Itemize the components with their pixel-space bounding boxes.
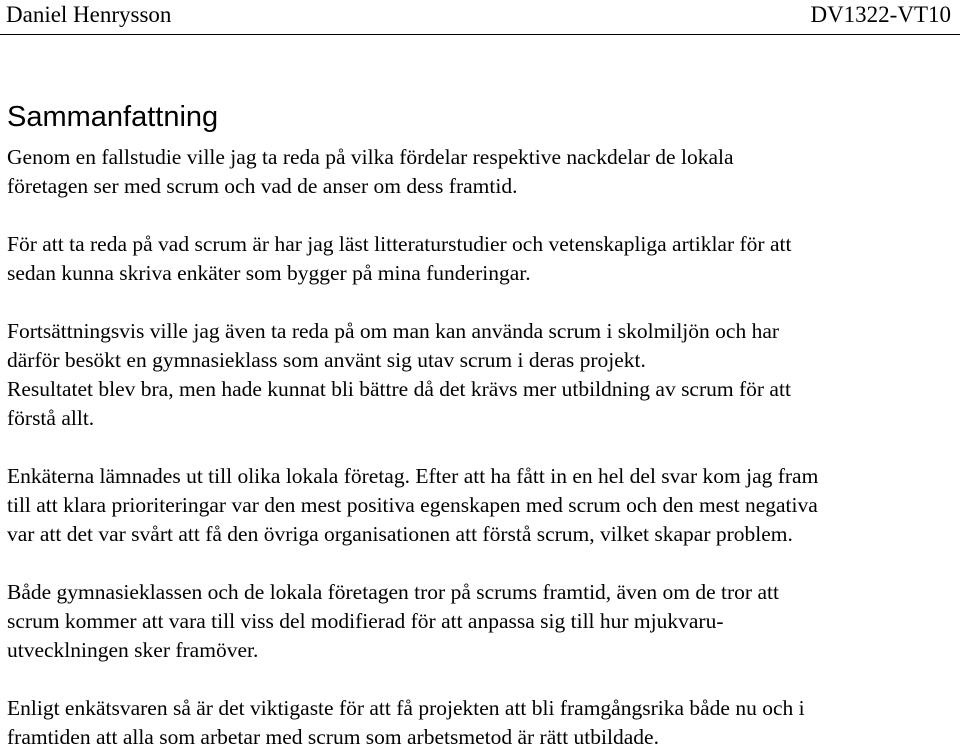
paragraph-survey: Enkäterna lämnades ut till olika lokala företag. Efter att ha fått in en hel del svar kom jag fram till att klara prioriteringar var den mest positiva egenskapen med scrum och den mest negativa var att det var svårt att få den övriga organisationen att förstå scrum, vilket skapar problem. [7,464,819,546]
author-name: Daniel Henrysson [6,2,172,27]
section-title: Sammanfattning [7,101,219,133]
paragraph-conclusion: Enligt enkätsvaren så är det viktigaste för att få projekten att bli framgångsrika både nu och i framtiden att alla som arbetar med scrum som arbetsmetod är rätt utbildade. [7,696,805,749]
paragraph-intro: Genom en fallstudie ville jag ta reda på vilka fördelar respektive nackdelar de lokala företagen ser med scrum och vad de anser om dess framtid. [7,145,734,198]
page-header [0,0,960,30]
paragraph-school-result: Resultatet blev bra, men hade kunnat bli bättre då det krävs mer utbildning av scrum för att förstå allt. [7,377,791,430]
paragraph-future: Både gymnasieklassen och de lokala företagen tror på scrums framtid, även om de tror att scrum kommer att vara till viss del modifierad för att anpassa sig till hur mjukvaru- utvecklningen sker framöver. [7,580,779,662]
paragraph-method: För att ta reda på vad scrum är har jag läst litteraturstudier och vetenskapliga artiklar för att sedan kunna skriva enkäter som bygger på mina funderingar. [7,232,792,285]
course-code: DV1322-VT10 [810,2,951,27]
header-divider [0,34,960,35]
paragraph-school: Fortsättningsvis ville jag även ta reda på om man kan använda scrum i skolmiljön och har därför besökt en gymnasieklass som använt sig utav scrum i deras projekt. [7,319,780,372]
summary-body [7,143,957,752]
